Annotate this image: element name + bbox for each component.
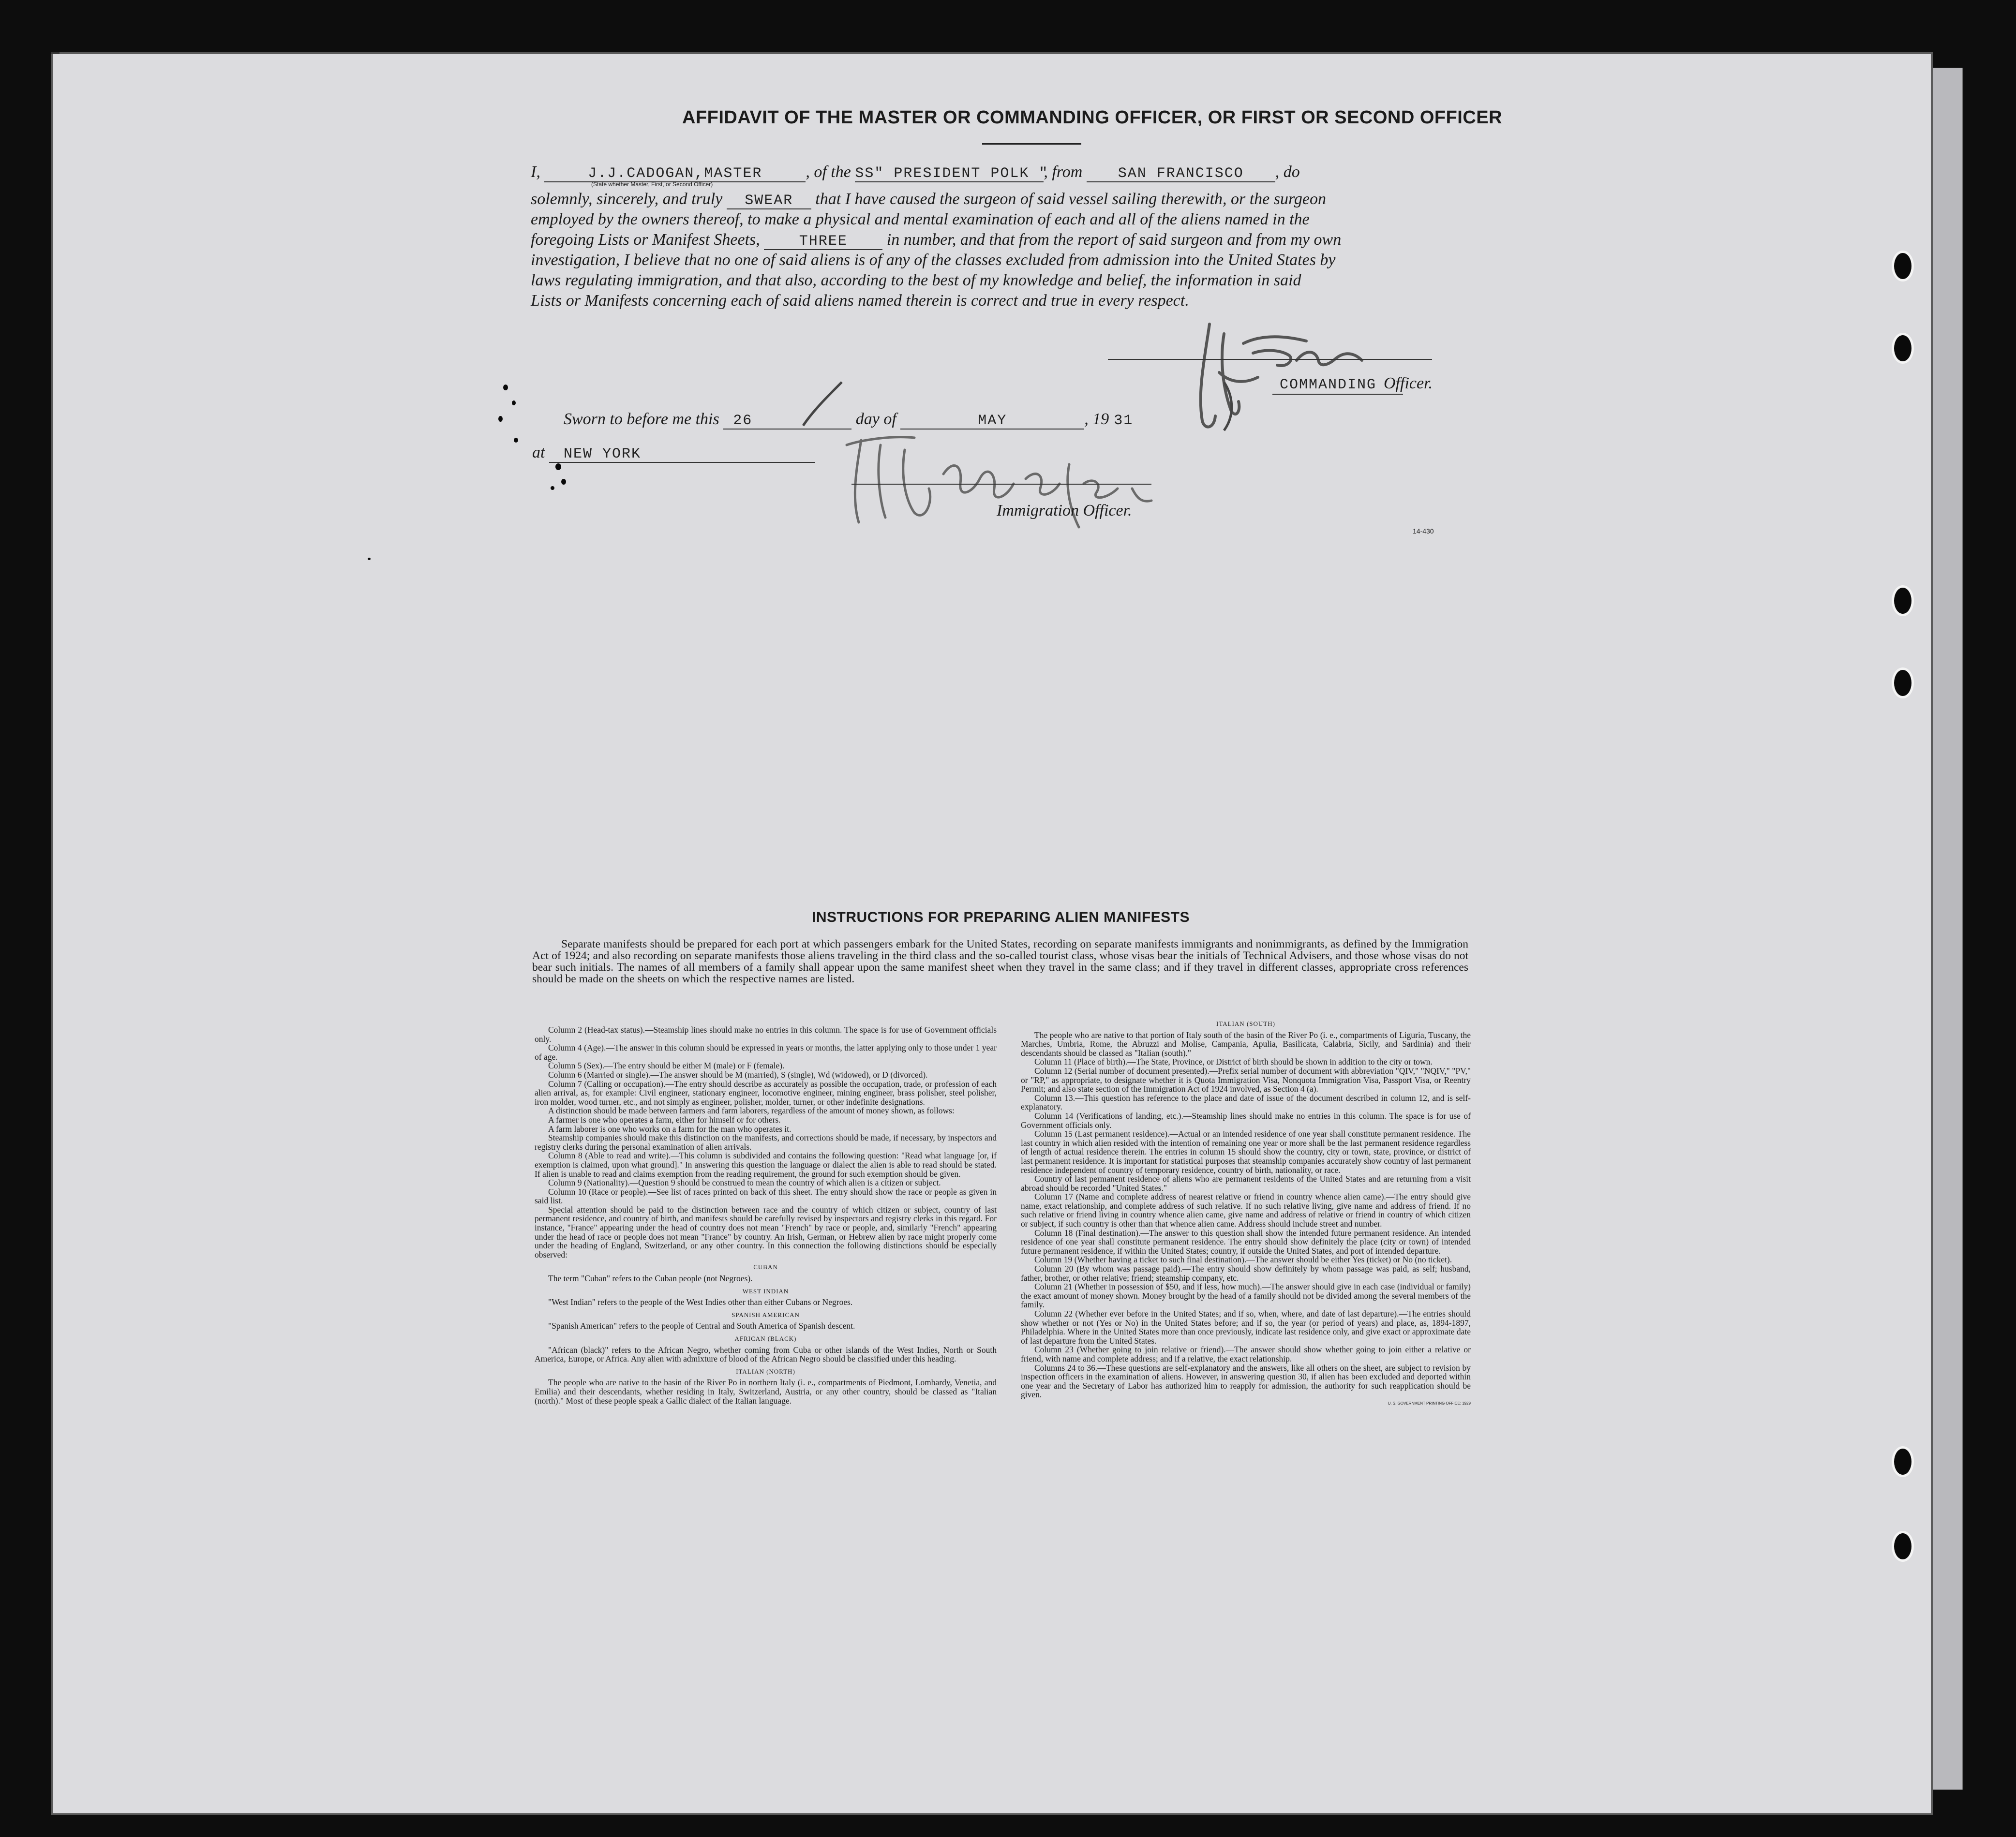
- affidavit-line-6: laws regulating immigration, and that also, according to the best of my knowledge and belief, the information in said: [531, 271, 1301, 289]
- printing-office-imprint: U. S. GOVERNMENT PRINTING OFFICE: 1929: [1388, 1401, 1471, 1406]
- sheets-count-field: THREE: [764, 234, 882, 250]
- sheet-edge: [1933, 68, 1963, 1790]
- col-paragraph: Column 7 (Calling or occupation).—The entry should describe as accurately as possible the occupation, trade, or profession of each alien arrival, as, for example: Civil engineer, stationary engineer, locomotive engineer, mining engineer, brass polisher, steel polisher, iron molder, wood turner, etc., and not simply as engineer, polisher, molder, turner, or other indefinite designations.: [535, 1079, 997, 1107]
- affidavit-line-5: investigation, I believe that no one of said aliens is of any of the classes excluded from admission into the United States by: [531, 251, 1336, 269]
- section-heading: ITALIAN (SOUTH): [1216, 1020, 1275, 1027]
- col-paragraph: The term "Cuban" refers to the Cuban people (not Negroes).: [548, 1274, 753, 1284]
- col-paragraph: Column 15 (Last permanent residence).—Actual or an intended residence of one year shall constitute permanent residence. The last country in which alien resided with the intention of remaining one year or more shall be the last permanent residence regardless of length of actual residence therein. The entries in column 15 should show the country, city or town, state, province, or district of last permanent residence. It is important for statistical purposes that steamship companies accurately show country of last permanent residence independent of country of temporary residence, country of birth, nationality, or race.: [1021, 1129, 1471, 1175]
- signature-line: [1108, 359, 1432, 360]
- text-from: , from: [1044, 163, 1083, 181]
- text-of-the: , of the: [806, 163, 851, 181]
- section-heading: AFRICAN (BLACK): [734, 1335, 797, 1342]
- col-paragraph: "African (black)" refers to the African Negro, whether coming from Cuba or other islands of the West Indies, North or South America, Europe, or Africa. Any alien with admixture of blood of the African Negro should be classified under this heading.: [535, 1345, 997, 1364]
- ink-speck: [555, 463, 561, 470]
- port-field: SAN FRANCISCO: [1087, 166, 1275, 182]
- affidavit-title: AFFIDAVIT OF THE MASTER OR COMMANDING OFFICER, OR FIRST OR SECOND OFFICER: [682, 107, 1503, 128]
- at-line: [532, 443, 815, 463]
- col-paragraph: Column 22 (Whether ever before in the United States; and if so, when, where, and date of last departure).—The entries should show whether or not (Yes or No) in the United States before; and if so, the year (or period of years) and place, as, 1894-1897, Philadelphia. Where in the United States more than once previously, indicate last residence only, and give exact or approximate date of last departure from the United States.: [1021, 1309, 1471, 1346]
- day-field: 26: [723, 413, 851, 430]
- binder-hole: [1892, 667, 1914, 698]
- col-paragraph: Column 6 (Married or single).—The answer should be M (married), S (single), Wd (widowed), or D (divorced).: [548, 1069, 928, 1080]
- affidavit-line-1: [531, 162, 1300, 182]
- officer-rank-line: [1272, 394, 1403, 395]
- text-at: at: [532, 444, 545, 461]
- ink-speck: [498, 416, 503, 422]
- affidavit-line-2: [531, 189, 1326, 209]
- affidavit-line-4: [531, 230, 1341, 250]
- section-heading: SPANISH AMERICAN: [732, 1311, 800, 1318]
- officer-line: [1272, 373, 1433, 394]
- ink-speck: [512, 400, 516, 405]
- ink-speck: [551, 486, 554, 490]
- instructions-title: INSTRUCTIONS FOR PREPARING ALIEN MANIFESTS: [812, 909, 1190, 925]
- col-paragraph: Column 14 (Verifications of landing, etc.).—Steamship lines should make no entries in this column. The space is for use of Government officials only.: [1021, 1111, 1471, 1130]
- binder-hole: [1892, 1446, 1914, 1477]
- text-in-number: in number, and that from the report of said surgeon and from my own: [886, 231, 1342, 249]
- text-sworn: Sworn to before me this: [564, 410, 719, 428]
- col-paragraph: Column 11 (Place of birth).—The State, Province, or District of birth should be shown in addition to the city or town.: [1034, 1057, 1433, 1067]
- ink-speck: [561, 479, 566, 485]
- col-paragraph: "West Indian" refers to the people of the West Indies other than either Cubans or Negroes.: [548, 1297, 853, 1307]
- col-paragraph: Column 10 (Race or people).—See list of races printed on back of this sheet. The entry should show the race or people as given in said list.: [535, 1186, 997, 1206]
- col-paragraph: Steamship companies should make this distinction on the manifests, and corrections should be made, if necessary, by inspectors and registry clerks during the personal examination of alien arrivals.: [535, 1133, 997, 1152]
- col-paragraph: The people who are native to the basin of the River Po in northern Italy (i. e., compartments of Piedmont, Lombardy, Venetia, and Emilia) and their descendants, whether residing in Italy, Switzerland, Austria, or any other country, should be classed as "Italian (north)." Most of these people speak a Gallic dialect of the Italian language.: [535, 1378, 997, 1406]
- col-paragraph: Column 4 (Age).—The answer in this column should be expressed in years or months, the latter applying only to those under 1 year of age.: [535, 1043, 997, 1062]
- year-mark: [1205, 377, 1248, 435]
- form-code: 14-430: [1413, 527, 1434, 535]
- affidavit-line-3: employed by the owners thereof, to make a physical and mental examination of each and all of the aliens named in the: [531, 210, 1310, 228]
- ink-speck: [368, 558, 371, 560]
- col-paragraph: The people who are native to that portion of Italy south of the basin of the River Po (i. e., compartments of Liguria, Tuscany, the Marches, Umbria, Rome, the Abruzzi and Molise, Campania, Apulia, Basilicata, Calabria, Sicily, and Sardinia) and their descendants should be classed as "Italian (south).": [1021, 1030, 1471, 1058]
- col-paragraph: Country of last permanent residence of aliens who are permanent residents of the United States and are returning from a visit abroad should be recorded "United States.": [1021, 1174, 1471, 1193]
- master-name-field: J.J.CADOGAN,MASTER: [544, 166, 806, 182]
- col-paragraph: Column 9 (Nationality).—Question 9 should be construed to mean the country of which alien is a citizen or subject.: [548, 1178, 941, 1188]
- affidavit-line-7: Lists or Manifests concerning each of said aliens named therein is correct and true in every respect.: [531, 292, 1189, 310]
- month-field: MAY: [900, 413, 1084, 430]
- ink-speck: [514, 438, 518, 443]
- col-paragraph: Column 2 (Head-tax status).—Steamship lines should make no entries in this column. The space is for use of Government officials only.: [535, 1025, 997, 1044]
- instructions-intro: Separate manifests should be prepared for each port at which passengers embark for the United States, recording on separate manifests immigrants and nonimmigrants, as defined by the Immigration Act of 1924; and also recording on separate manifests those aliens traveling in the third class and the so-called tourist class, whose visas bear the initials of Technical Advisers, and those whose visas do not bear such initials. The names of all members of a family shall appear upon the same manifest sheet when they travel in the same class; and if they travel in different classes, appropriate cross references should be made on the sheets on which the respective names are listed.: [532, 938, 1468, 985]
- col-paragraph: Column 19 (Whether having a ticket to such final destination).—The answer should be either Yes (ticket) or No (no ticket).: [1034, 1255, 1452, 1265]
- col-paragraph: Columns 24 to 36.—These questions are self-explanatory and the answers, like all others on the sheet, are subject to revision by inspection officers in the examination of aliens. However, in answering question 30, if alien has been excluded and deported within one year and the Secretary of Labor has authorized him to reapply for admission, the authority for such reapplication should be given.: [1021, 1363, 1471, 1400]
- officer-label: Officer.: [1384, 374, 1433, 392]
- text-year-prefix: , 19: [1084, 410, 1109, 428]
- section-heading: WEST INDIAN: [742, 1287, 789, 1295]
- officer-rank-field: COMMANDING: [1279, 377, 1377, 393]
- col-paragraph: Special attention should be paid to the distinction between race and the country of which citizen or subject, country of last permanent residence, and country of birth, and manifests should be carefully revised by inspectors and registry clerks in this regard. For instance, "France" appearing under the head of country does not mean "French" by race or people, and, similarly "French" appearing under the head of race or people does not mean "France" by country. An Irish, German, or Hebrew alien by race might properly come under the heading of England, Switzerland, or any other country. In this connection the following distinctions should be especially observed:: [535, 1204, 997, 1259]
- immigration-label: Immigration Officer.: [997, 502, 1132, 519]
- col-paragraph: Column 12 (Serial number of document presented).—Prefix serial number of document with abbreviation "QIV," "NQIV," "PV," or "RP," as appropriate, to designate whether it is Quota Immigration Visa, Nonquota Immigration Visa, Passport Visa, or Reentry Permit; and also state section of the Immigration Act of 1924 involved, as Section 4 (a).: [1021, 1066, 1471, 1094]
- text-caused: that I have caused the surgeon of said vessel sailing therewith, or the surgeon: [815, 190, 1327, 208]
- binder-hole: [1892, 585, 1914, 616]
- col-paragraph: Column 21 (Whether in possession of $50, and if less, how much).—The answer should give in each case (individual or family) the exact amount of money shown. Money brought by the head of a family should not be divided among the several members of the family.: [1021, 1282, 1471, 1310]
- binder-hole: [1892, 1531, 1914, 1562]
- col-paragraph: Column 18 (Final destination).—The answer to this question shall show the intended future permanent residence. An intended residence of one year shall constitute permanent residence. The entry should show definitely the place (city or town) of intended future permanent residence, if within the United States; country, if outside the United States, and port of intended departure.: [1021, 1228, 1471, 1256]
- rank-note: (State whether Master, First, or Second Officer): [591, 181, 713, 188]
- text-i: I,: [531, 163, 540, 181]
- place-field: NEW YORK: [549, 446, 815, 463]
- col-paragraph: A farm laborer is one who works on a farm for the man who operates it.: [548, 1124, 791, 1134]
- text-solemnly: solemnly, sincerely, and truly: [531, 190, 723, 208]
- instructions-right-column: [1021, 1016, 1471, 1406]
- col-paragraph: "Spanish American" refers to the people of Central and South America of Spanish descent.: [548, 1321, 855, 1331]
- ink-speck: [503, 385, 508, 390]
- col-paragraph: A distinction should be made between farmers and farm laborers, regardless of the amount of money shown, as follows:: [548, 1106, 955, 1116]
- manifest-sheet: [51, 52, 1933, 1815]
- section-heading: CUBAN: [753, 1263, 778, 1271]
- col-paragraph: Column 20 (By whom was passage paid).—The entry should show definitely by whom passage was paid, as self; husband, father, brother, or other relative; friend; steamship company, etc.: [1021, 1264, 1471, 1283]
- oath-field: SWEAR: [727, 193, 811, 209]
- binder-hole: [1892, 251, 1914, 281]
- vessel-field: SS" PRESIDENT POLK ": [855, 165, 1049, 182]
- col-paragraph: Column 8 (Able to read and write).—This column is subdivided and contains the following question: "Read what language [or, if exemption is claimed, upon what ground]." In answering this question the language or dialect the alien is able to read should be stated. If alien is unable to read and claims exemption from the reading requirement, the ground for such exemption should be given.: [535, 1151, 997, 1179]
- text-foregoing: foregoing Lists or Manifest Sheets,: [531, 231, 760, 249]
- year-field: 31: [1114, 413, 1134, 429]
- instructions-left-column: [535, 1025, 997, 1405]
- title-rule: [982, 143, 1081, 145]
- col-paragraph: Column 23 (Whether going to join relative or friend).—The answer should show whether going to join either a relative or friend, with name and complete address; and if a relative, the exact relationship.: [1021, 1345, 1471, 1363]
- col-paragraph: Column 13.—This question has reference to the place and date of issue of the document described in column 12, and is self-explanatory.: [1021, 1093, 1471, 1112]
- corner-mark: [51, 52, 60, 54]
- col-paragraph: Column 5 (Sex).—The entry should be either M (male) or F (female).: [548, 1061, 785, 1071]
- col-paragraph: Column 17 (Name and complete address of nearest relative or friend in country whence alien came).—The entry should give name, exact relationship, and complete address of such relative. If no such relative living, give name and address of friend. If no such relative or friend living in country whence alien came, give name and address of relative or friend in country of which citizen or subject, if such country is other than that whence alien came. Address should include street and number.: [1021, 1192, 1471, 1229]
- immigration-sig-line: [851, 484, 1151, 485]
- text-day-of: day of: [855, 410, 896, 428]
- section-heading: ITALIAN (NORTH): [736, 1367, 795, 1375]
- binder-hole: [1892, 333, 1914, 364]
- col-paragraph: A farmer is one who operates a farm, either for himself or for others.: [548, 1114, 781, 1125]
- text-do: , do: [1275, 163, 1300, 181]
